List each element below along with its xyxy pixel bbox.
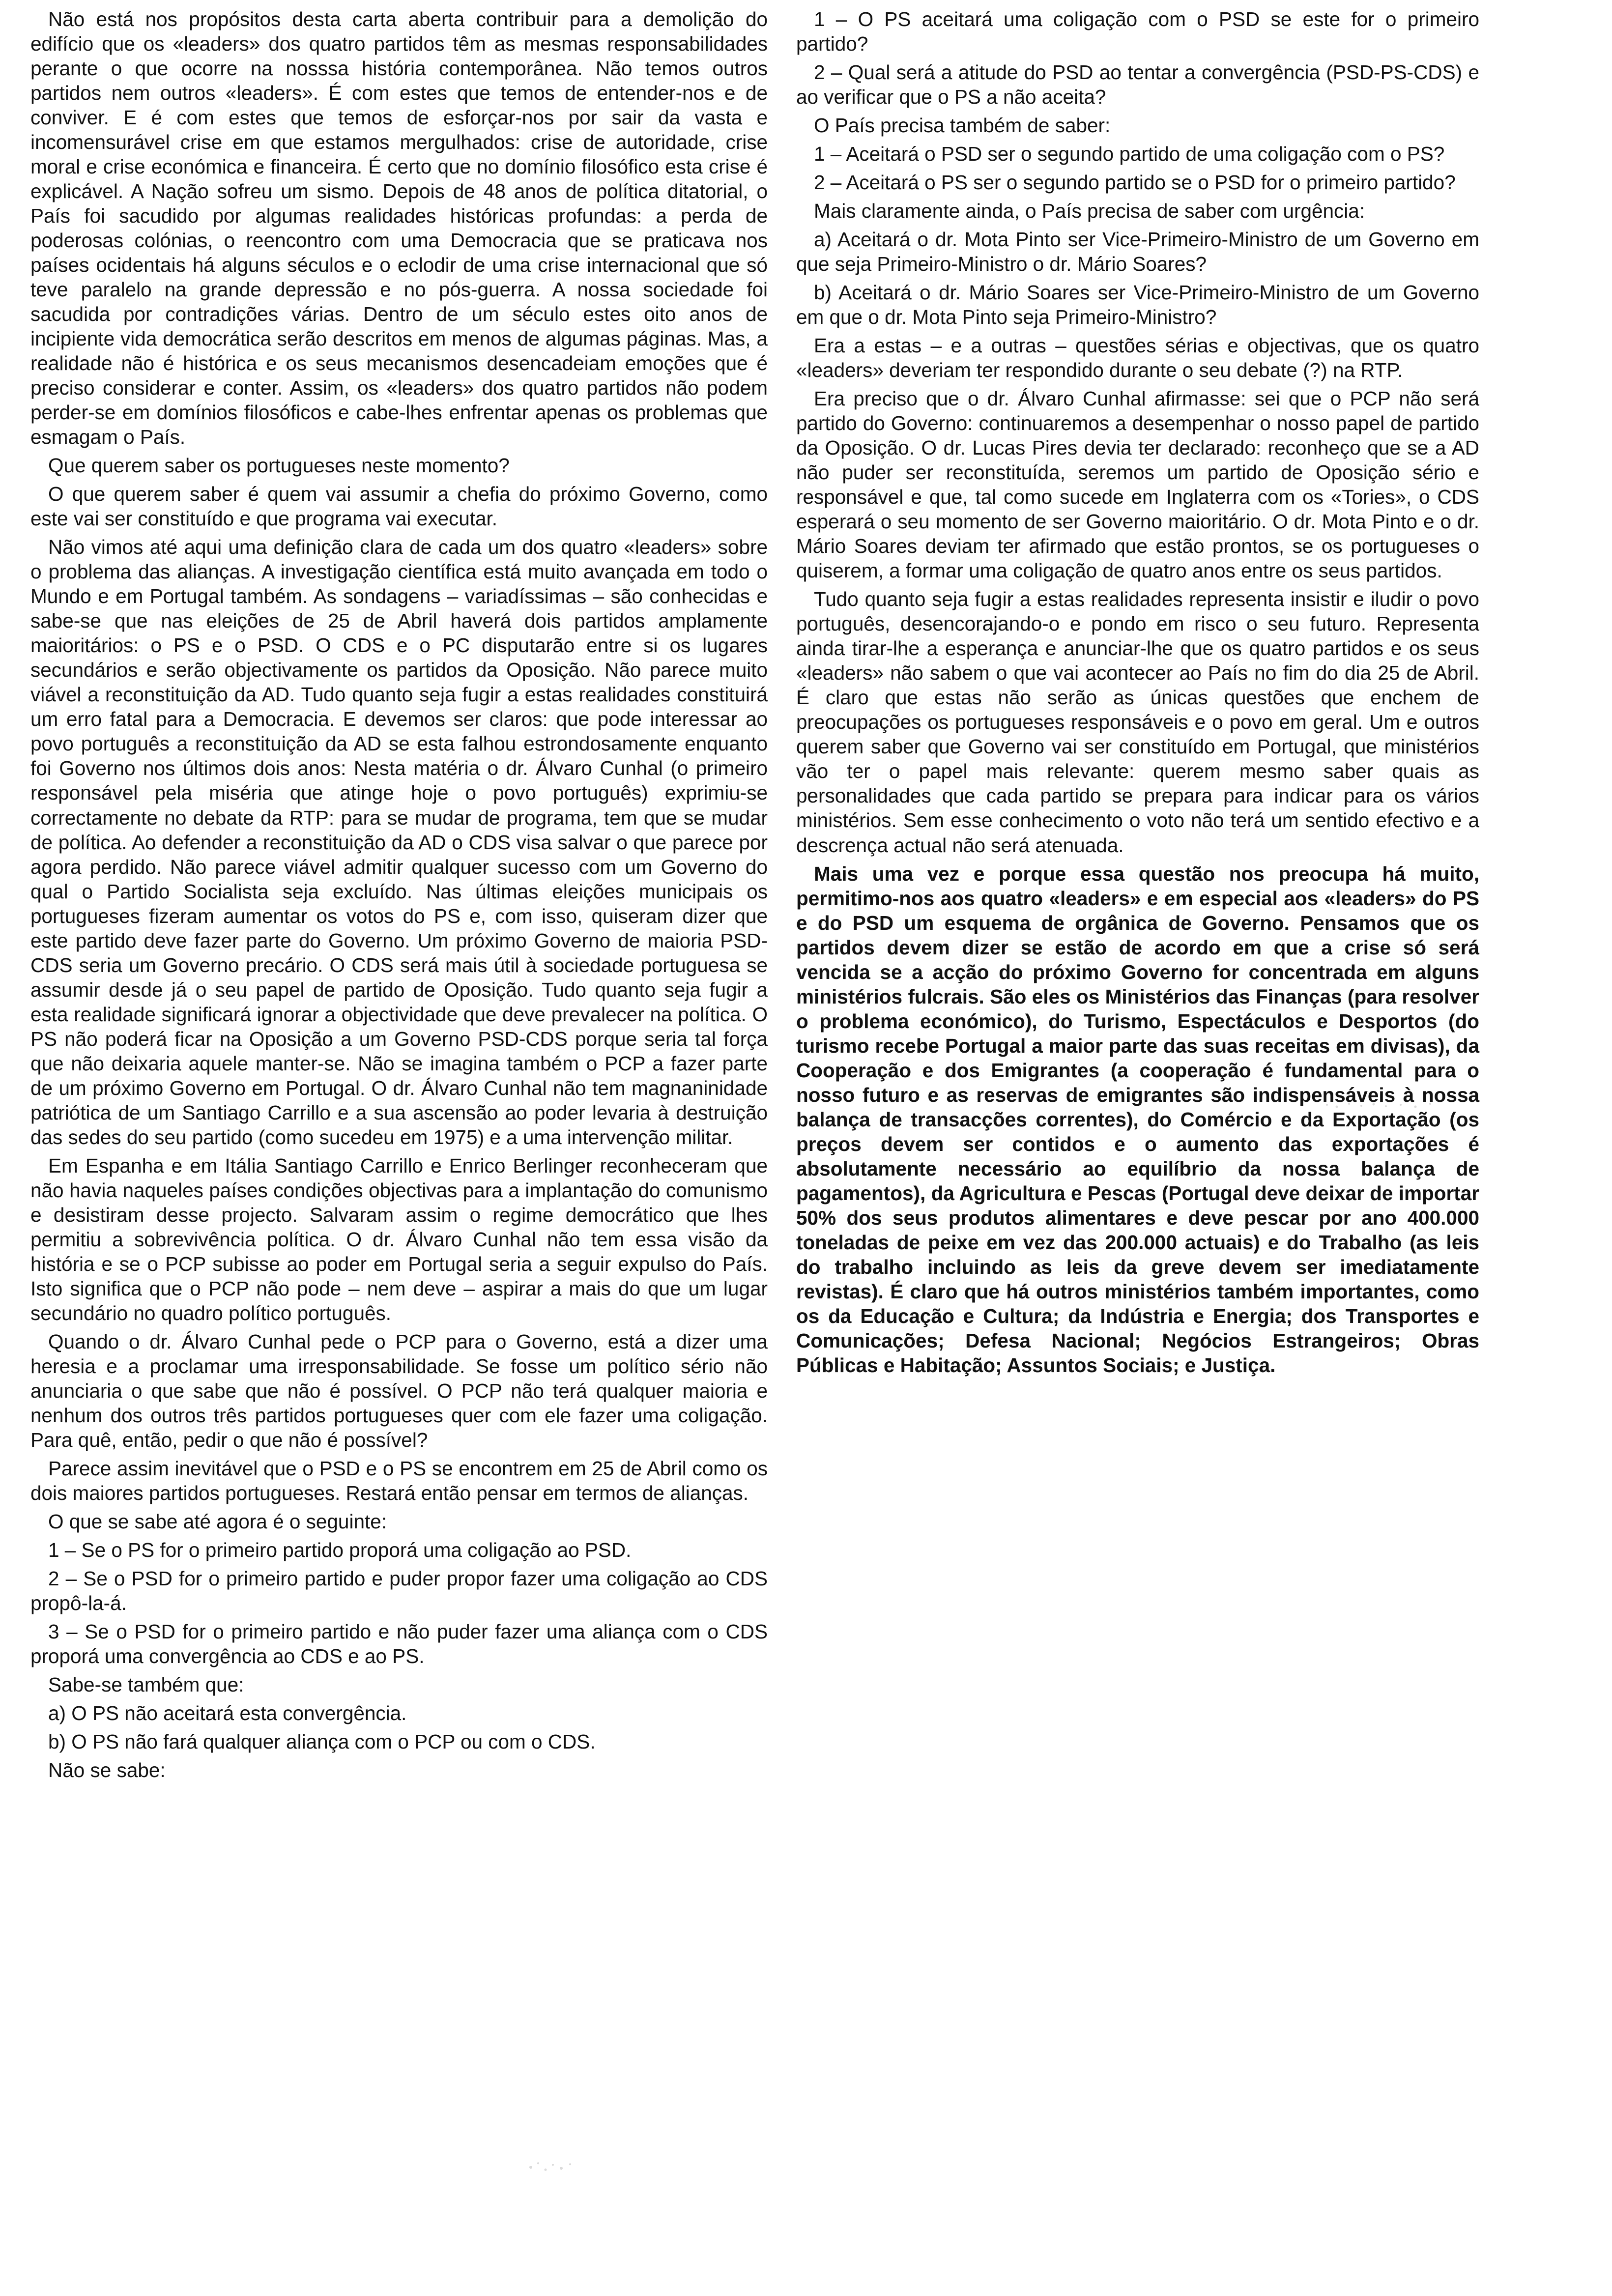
list-item: a) Aceitará o dr. Mota Pinto ser Vice-Primeiro-Ministro de um Governo em que seja Primeiro-Ministro o dr. Mário Soares? [796,228,1479,276]
paragraph: O que querem saber é quem vai assumir a chefia do próximo Governo, como este vai ser constituído e que programa vai executar. [30,483,768,530]
list-item: 2 – Qual será a atitude do PSD ao tentar a convergência (PSD-PS-CDS) e ao verificar que o PS a não aceita? [796,61,1479,109]
left-column [30,7,768,1786]
paragraph: Quando o dr. Álvaro Cunhal pede o PCP para o Governo, está a dizer uma heresia e a proclamar uma irresponsabilidade. Se fosse um político sério não anunciaria o que sabe que não é possível. O PCP não terá qualquer maioria e nenhum dos outros três partidos portugueses quer com ele fazer uma coligação. Para quê, então, pedir o que não é possível? [30,1330,768,1451]
paragraph: Tudo quanto seja fugir a estas realidades representa insistir e iludir o povo português, desencorajando-o e pondo em risco o seu futuro. Representa ainda tirar-lhe a esperança e anunciar-lhe que os quatro partidos e os seus «leaders» não sabem o que vai acontecer ao País no fim do dia 25 de Abril. É claro que estas não serão as únicas questões que enchem de preocupações os portugueses responsáveis e o povo em geral. Um e outros querem saber que Governo vai ser constituído em Portugal, que ministérios vão ter o papel mais relevante: querem mesmo saber quais as personalidades que cada partido se prepara para indicar para os vários ministérios. Sem esse conhecimento o voto não terá um sentido efectivo e a descrença actual não será atenuada. [796,588,1479,857]
list-item: 1 – Aceitará o PSD ser o segundo partido de uma coligação com o PS? [814,143,1445,166]
paragraph: Não está nos propósitos desta carta aberta contribuir para a demolição do edifício que os «leaders» dos quatro partidos têm as mesmas responsabilidades perante o que ocorre na nosssa história contemporânea. Não temos outros partidos nem outros «leaders». É com estes que temos de entender-nos e de conviver. E é com estes que temos de esforçar-nos por sair da vasta e incomensurável crise em que estamos mergulhados: crise de autoridade, crise moral e crise económica e financeira. É certo que no domínio filosófico esta crise é explicável. A Nação sofreu um sismo. Depois de 48 anos de política ditatorial, o País foi sacudido por algumas realidades históricas profundas: a perda de poderosas colónias, o reencontro com uma Democracia que se praticava nos países ocidentais há alguns séculos e o eclodir de uma crise internacional que só teve paralelo na grande depressão e no pós-guerra. A nossa sociedade foi sacudida por contradições várias. Dentro de um século estes oito anos de incipiente vida democrática serão descritos em menos de algumas páginas. Mas, a realidade não é histórica e os seus mecanismos desencadeiam emoções que é preciso considerar e conter. Assim, os «leaders» dos quatro partidos não podem perder-se em domínios filosóficos e cabe-lhes enfrentar apenas os problemas que esmagam o País. [30,8,768,449]
paragraph: O que se sabe até agora é o seguinte: [48,1510,387,1533]
paragraph: Que querem saber os portugueses neste momento? [48,454,510,477]
paragraph: Parece assim inevitável que o PSD e o PS se encontrem em 25 de Abril como os dois maiores partidos portugueses. Restará então pensar em termos de alianças. [30,1457,768,1504]
paragraph: Em Espanha e em Itália Santiago Carrillo e Enrico Berlinger reconheceram que não havia naqueles países condições objectivas para a implantação do comunismo e desistiram desse projecto. Salvaram assim o regime democrático que lhes permitiu a sobrevivência política. O dr. Álvaro Cunhal não tem essa visão da história e se o PCP subisse ao poder em Portugal seria a seguir expulso do País. Isto significa que o PCP não pode – nem deve – aspirar a mais do que um lugar secundário no quadro político português. [30,1154,768,1324]
paragraph: Era preciso que o dr. Álvaro Cunhal afirmasse: sei que o PCP não será partido do Governo: continuaremos a desempenhar o nosso papel de partido da Oposição. O dr. Lucas Pires devia ter declarado: reconheço que se a AD não puder ser reconstituída, seremos um partido de Oposição sério e responsável e que, tal como sucede em Inglaterra com os «Tories», o CDS esperará o seu momento de ser Governo maioritário. O dr. Mota Pinto e o dr. Mário Soares deviam ter afirmado que estão prontos, se os portugueses o quiserem, a formar uma coligação de quatro anos entre os seus partidos. [796,387,1479,582]
paragraph: Não se sabe: [48,1759,166,1782]
list-item: 1 – O PS aceitará uma coligação com o PSD se este for o primeiro partido? [796,8,1479,56]
paragraph: Era a estas – e a outras – questões sérias e objectivas, que os quatro «leaders» deveriam ter respondido durante o seu debate (?) na RTP. [796,334,1479,382]
right-column [796,7,1479,1381]
list-item: b) Aceitará o dr. Mário Soares ser Vice-Primeiro-Ministro de um Governo em que o dr. Mota Pinto seja Primeiro-Ministro? [796,281,1479,329]
paragraph: Mais claramente ainda, o País precisa de saber com urgência: [814,200,1365,223]
paragraph: O País precisa também de saber: [814,114,1111,137]
list-item: 3 – Se o PSD for o primeiro partido e não puder fazer uma aliança com o CDS proporá uma convergência ao CDS e ao PS. [30,1620,768,1668]
paragraph: Sabe-se também que: [48,1673,244,1696]
list-item: 2 – Se o PSD for o primeiro partido e puder propor fazer uma coligação ao CDS propô-la-á. [30,1567,768,1614]
list-item: b) O PS não fará qualquer aliança com o PCP ou com o CDS. [48,1730,596,1753]
paragraph: Mais uma vez e porque essa questão nos preocupa há muito, permitimo-nos aos quatro «leaders» e em especial aos «leaders» do PS e do PSD um esquema de orgânica de Governo. Pensamos que os partidos devem dizer se estão de acordo em que a crise só será vencida se a acção do próximo Governo for concentrada em alguns ministérios fulcrais. São eles os Ministérios das Finanças (para resolver o problema económico), do Turismo, Espectáculos e Desportos (do turismo recebe Portugal a maior parte das suas receitas em divisas), da Cooperação e dos Emigrantes (a cooperação é fundamental para o nosso futuro e as reservas de emigrantes são indispensáveis à nossa balança de transacções correntes), do Comércio e da Exportação (os preços devem ser contidos e o aumento das exportações é absolutamente necessário ao equilíbrio da nossa balança de pagamentos), da Agricultura e Pescas (Portugal deve deixar de importar 50% dos seus produtos alimentares e deve pescar por ano 400.000 toneladas de peixe em vez das 200.000 actuais) e do Trabalho (as leis do trabalho incluindo as leis da greve devem ser imediatamente revistas). É claro que há outros ministérios também importantes, como os da Educação e Cultura; da Indústria e Energia; dos Transportes e Comunicações; Defesa Nacional; Negócios Estrangeiros; Obras Públicas e Habitação; Assuntos Sociais; e Justiça. [796,862,1479,1377]
list-item: a) O PS não aceitará esta convergência. [48,1702,407,1725]
paragraph: Não vimos até aqui uma definição clara de cada um dos quatro «leaders» sobre o problema das alianças. A investigação científica está muito avançada em todo o Mundo e em Portugal também. As sondagens – variadíssimas – são conhecidas e sabe-se que nas eleições de 25 de Abril haverá dois partidos amplamente maioritários: o PS e o PSD. O CDS e o PC disputarão entre si os lugares secundários e serão objectivamente os partidos da Oposição. Não parece muito viável a reconstituição da AD. Tudo quanto seja fugir a estas realidades constituirá um erro fatal para a Democracia. E devemos ser claros: que pode interessar ao povo português a reconstituição da AD se esta falhou estrondosamente enquanto foi Governo nos últimos dois anos: Nesta matéria o dr. Álvaro Cunhal (o primeiro responsável pela miséria que atinge hoje o povo português) exprimiu-se correctamente no debate da RTP: para se mudar de programa, tem que se mudar de política. Ao defender a reconstituição da AD o CDS visa salvar o que parece por agora perdido. Não parece viável admitir qualquer sucesso com um Governo do qual o Partido Socialista seja excluído. Nas últimas eleições municipais os portugueses fizeram aumentar os votos do PS e, com isso, quiseram dizer que este partido deve fazer parte do Governo. Um próximo Governo de maioria PSD-CDS seria um Governo precário. O CDS será mais útil à sociedade portuguesa se assumir desde já o seu papel de partido de Oposição. Tudo quanto seja fugir a esta realidade significará ignorar a objectividade que deve prevalecer na política. O PS não poderá ficar na Oposição a um Governo PSD-CDS porque seria tal força que não deixaria aquele manter-se. Não se imagina também o PCP a fazer parte de um próximo Governo em Portugal. O dr. Álvaro Cunhal não tem magnaninidade patriótica de um Santiago Carrillo e a sua ascensão ao poder levaria à destruição das sedes do seu partido (como sucedeu em 1975) e a uma intervenção militar. [30,536,768,1148]
list-item: 1 – Se o PS for o primeiro partido proporá uma coligação ao PSD. [48,1538,632,1561]
list-item: 2 – Aceitará o PS ser o segundo partido se o PSD for o primeiro partido? [814,171,1456,194]
